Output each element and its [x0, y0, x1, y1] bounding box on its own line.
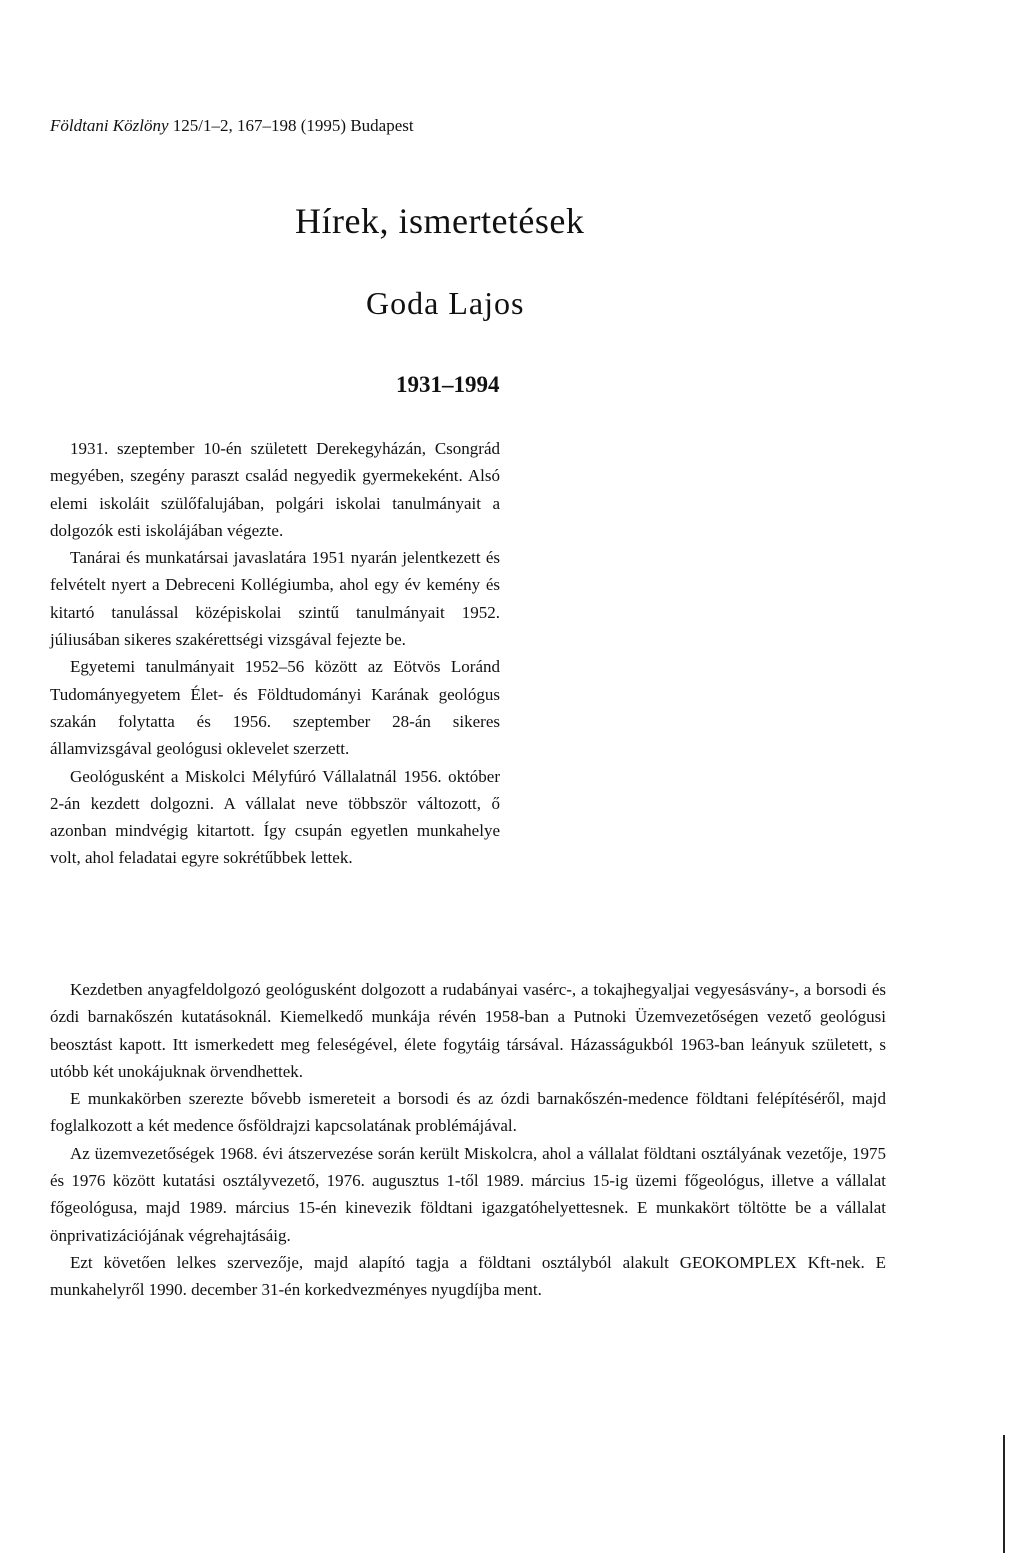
paragraph: Kezdetben anyagfeldolgozó geológusként dolgozott a rudabányai vasérc-, a tokajhegyaljai vegyesásvány-, a borsodi és ózdi barnakőszén kutatásoknál. Kiemelkedő munkája révén 1958-ban a Putnoki Üzemvezetőségen vezető geológusi beosztást kapott. Itt ismerkedett meg feleségével, élete fogytáig társával. Házasságukból 1963-ban leányuk született, s utóbb két unokájuknak örvendhettek.: [50, 980, 886, 1081]
paragraph: E munkakörben szerezte bővebb ismereteit a borsodi és az ózdi barnakőszén-medence földtani felépítéséről, majd foglalkozott a két medence ősföldrajzi kapcsolatának problémájával.: [50, 1089, 886, 1136]
section-title: Hírek, ismertetések: [295, 201, 585, 241]
paragraph: Ezt követően lelkes szervezője, majd alapító tagja a földtani osztályból alakult GEOKOMPLEX Kft-nek. E munkahelyről 1990. december 31-én korkedvezményes nyugdíjba ment.: [50, 1252, 886, 1300]
paragraph: 1931. szeptember 10-én született Derekegyházán, Csongrád megyében, szegény paraszt család negyedik gyermekeként. Alsó elemi iskoláit szülőfalujában, polgári iskolai tanulmányait a dolgozók esti iskolájában végezte.: [50, 439, 500, 540]
paragraph: Geológusként a Miskolci Mélyfúró Vállalatnál 1956. október 2-án kezdett dolgozni. A vállalat neve többször változott, ő azonban mindvégig kitartott. Így csupán egyetlen munkahelye volt, ahol feladatai egyre sokrétűbbek lettek.: [50, 766, 500, 868]
narrow-column-text: [50, 435, 500, 872]
life-years: 1931–1994: [396, 372, 500, 397]
obituary-name: Goda Lajos: [366, 285, 525, 321]
paragraph: Tanárai és munkatársai javaslatára 1951 nyarán jelentkezett és felvételt nyert a Debreceni Kollégiumba, ahol egy év kemény és kitartó tanulással középiskolai szintű tanulmányait 1952. júliusában sikeres szakérettségi vizsgával fejezte be.: [50, 548, 500, 650]
journal-reference: [50, 116, 414, 136]
paragraph: Egyetemi tanulmányait 1952–56 között az Eötvös Loránd Tudományegyetem Élet- és Földtudományi Karának geológus szakán folytatta és 1956. szeptember 28-án sikeres államvizsgával geológusi oklevelet szerzett.: [50, 657, 500, 759]
journal-citation: 125/1–2, 167–198 (1995) Budapest: [172, 116, 414, 135]
full-width-text: [50, 976, 886, 1304]
journal-name: Földtani Közlöny: [50, 116, 169, 135]
margin-rule: [1003, 1435, 1005, 1553]
paragraph: Az üzemvezetőségek 1968. évi átszervezése során került Miskolcra, ahol a vállalat földtani osztályának vezetője, 1975 és 1976 között kutatási osztályvezető, 1976. augusztus 1-től 1989. március 15-ig üzemi főgeológus, illetve a vállalat főgeológusa, majd 1989. március 15-én kinevezik földtani igazgatóhelyettesnek. E munkakört töltötte be a vállalat önprivatizációjának végrehajtásáig.: [50, 1143, 886, 1245]
